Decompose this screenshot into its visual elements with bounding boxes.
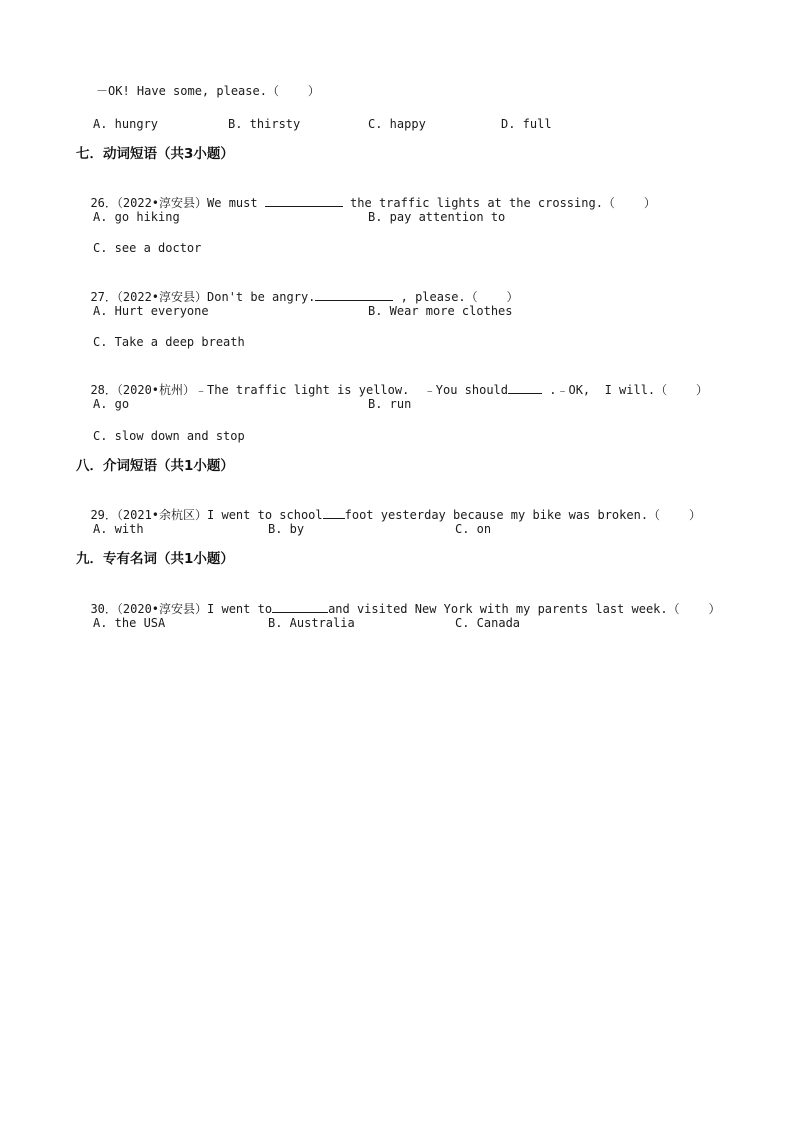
section-9-heading: 九．专有名词（共1小题）	[76, 551, 234, 567]
section-8-heading: 八．介词短语（共1小题）	[76, 458, 234, 474]
question-26	[76, 178, 656, 211]
q30-suffix: and visited New York with my parents last week.（ ）	[328, 602, 721, 616]
q28-suffix: .﹣OK, I will.（ ）	[542, 383, 709, 397]
q30-option-b: B. Australia	[268, 616, 355, 630]
question-30	[76, 584, 721, 617]
q26-prefix: 26．（2022•淳安县）We must	[90, 196, 265, 210]
q27-prefix: 27．（2022•淳安县）Don't be angry.	[90, 290, 316, 304]
q29-option-b: B. by	[268, 522, 305, 536]
q27-option-c: C. Take a deep breath	[93, 335, 245, 349]
q28-option-c: C. slow down and stop	[93, 429, 245, 443]
question-27	[76, 272, 519, 305]
question-25-dialogue: －OK! Have some, please.（ ）	[96, 84, 320, 98]
q25-option-c: C. happy	[368, 117, 426, 131]
q28-prefix: 28．（2020•杭州）﹣The traffic light is yellow. ﹣You should	[90, 383, 509, 397]
q26-option-b: B. pay attention to	[368, 210, 506, 224]
q30-blank	[272, 600, 328, 613]
question-29	[76, 490, 701, 523]
q25-option-a: A. hungry	[93, 117, 159, 131]
q25-option-d: D. full	[501, 117, 552, 131]
q30-prefix: 30．（2020•淳安县）I went to	[90, 602, 273, 616]
q26-suffix: the traffic lights at the crossing.（ ）	[342, 196, 656, 210]
q27-option-a: A. Hurt everyone	[93, 304, 209, 318]
q28-option-a: A. go	[93, 397, 130, 411]
q28-blank	[508, 381, 542, 394]
q27-blank	[315, 288, 393, 301]
section-7-heading: 七．动词短语（共3小题）	[76, 146, 234, 162]
q29-blank	[323, 506, 345, 519]
q27-suffix: , please.（ ）	[393, 290, 519, 304]
q25-option-b: B. thirsty	[228, 117, 301, 131]
q30-option-c: C. Canada	[455, 616, 521, 630]
q26-option-c: C. see a doctor	[93, 241, 202, 255]
q30-option-a: A. the USA	[93, 616, 166, 630]
q29-option-c: C. on	[455, 522, 492, 536]
question-28	[76, 365, 708, 398]
q29-suffix: foot yesterday because my bike was broken.（ ）	[344, 508, 701, 522]
q26-blank	[265, 194, 343, 207]
q28-option-b: B. run	[368, 397, 412, 411]
q27-option-b: B. Wear more clothes	[368, 304, 513, 318]
q29-option-a: A. with	[93, 522, 144, 536]
q29-prefix: 29．（2021•余杭区）I went to school	[90, 508, 323, 522]
q26-option-a: A. go hiking	[93, 210, 180, 224]
